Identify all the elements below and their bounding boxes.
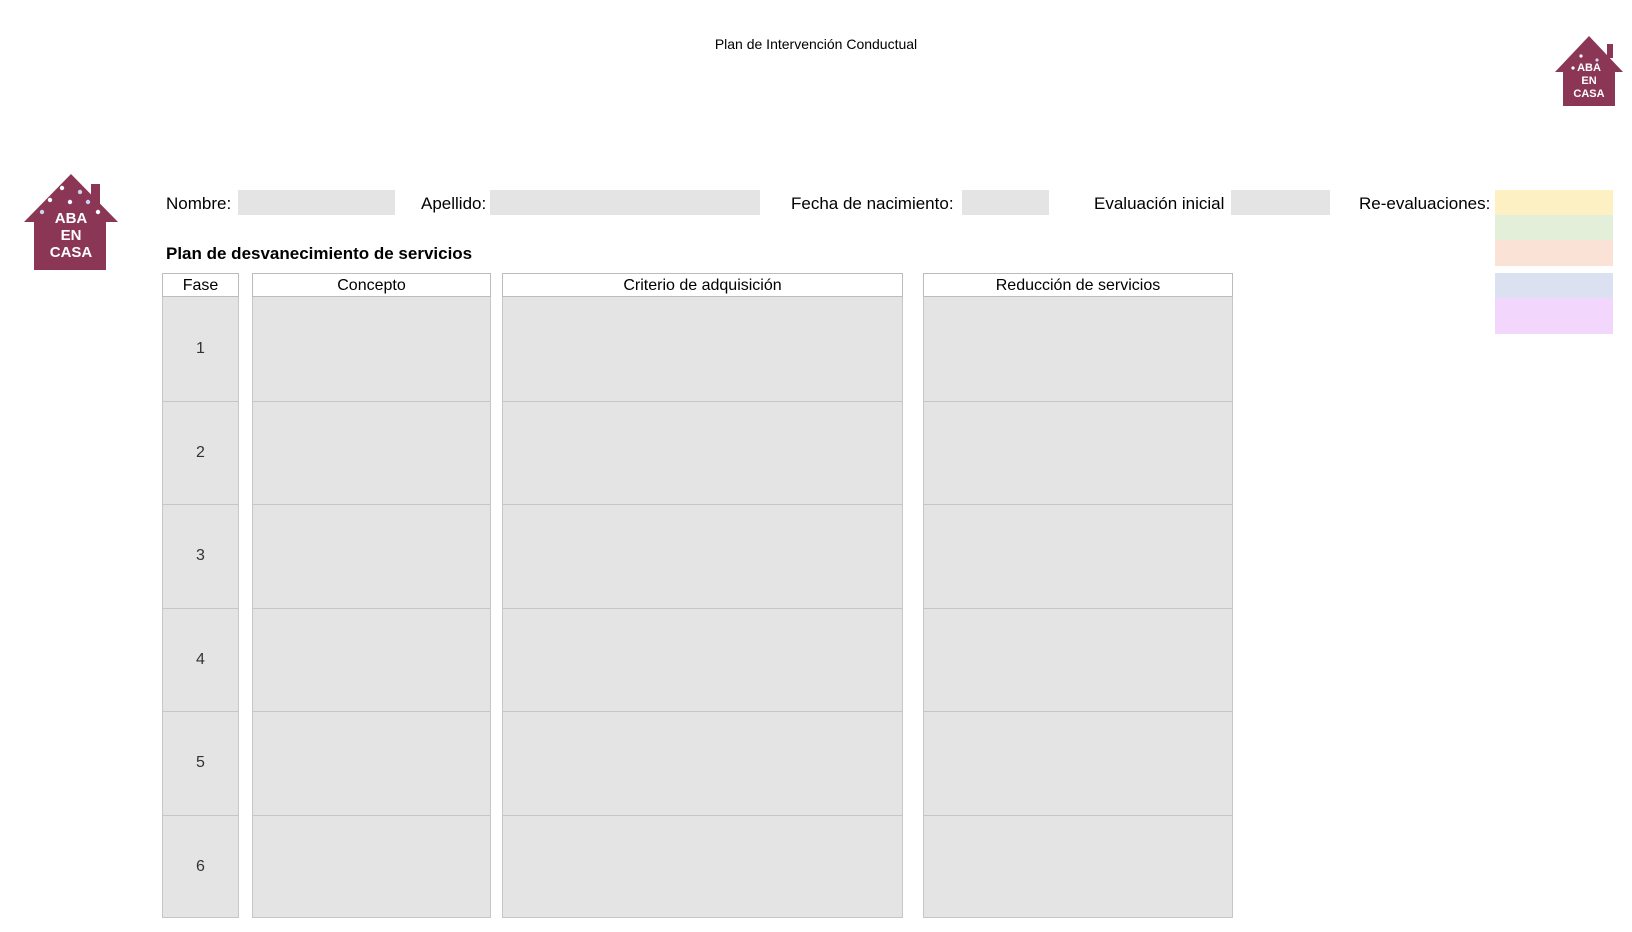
dob-label: Fecha de nacimiento:: [791, 194, 954, 213]
name-label: Nombre:: [166, 194, 232, 213]
phase-cell: 3: [163, 504, 238, 607]
reeval-field-2[interactable]: [1495, 215, 1613, 240]
logo-small-text-3: CASA: [1573, 88, 1605, 100]
phase-cell: 2: [163, 401, 238, 504]
criterio-cell[interactable]: [503, 711, 902, 814]
reduccion-cell[interactable]: [924, 815, 1232, 918]
logo-large-text-3: CASA: [49, 244, 93, 261]
col-concepto: [252, 297, 491, 918]
col-header-fase: Fase: [162, 273, 239, 297]
col-fase: [162, 297, 239, 918]
reeval-field-4[interactable]: [1495, 273, 1613, 298]
reeval-field-5[interactable]: [1495, 298, 1613, 334]
phase-cell: 5: [163, 711, 238, 814]
col-reduccion: [923, 297, 1233, 918]
criterio-cell[interactable]: [503, 401, 902, 504]
logo-small: [1553, 34, 1625, 108]
document-title: Plan de Intervención Conductual: [714, 36, 918, 52]
reevals-label: Re-evaluaciones:: [1359, 194, 1491, 213]
reduccion-cell[interactable]: [924, 401, 1232, 504]
col-header-reduccion: Reducción de servicios: [923, 273, 1233, 297]
initial-eval-field[interactable]: [1231, 190, 1330, 215]
reduccion-cell[interactable]: [924, 608, 1232, 711]
phase-cell: 1: [196, 339, 205, 357]
surname-label: Apellido:: [421, 194, 487, 213]
logo-large: [22, 172, 120, 272]
concepto-cell[interactable]: [253, 711, 490, 814]
concepto-cell[interactable]: [253, 401, 490, 504]
plan-title: Plan de desvanecimiento de servicios: [166, 244, 473, 263]
reduccion-cell[interactable]: [924, 504, 1232, 607]
logo-large-text-1: ABA: [54, 210, 88, 227]
col-header-criterio: Criterio de adquisición: [502, 273, 903, 297]
logo-small-text-1: ABA: [1577, 62, 1601, 74]
criterio-cell[interactable]: [503, 608, 902, 711]
logo-large-text-2: EN: [60, 227, 82, 244]
reeval-field-1[interactable]: [1495, 190, 1613, 215]
criterio-cell[interactable]: [503, 297, 902, 400]
concepto-cell[interactable]: [253, 815, 490, 918]
initial-eval-label: Evaluación inicial: [1094, 194, 1225, 213]
col-header-concepto: Concepto: [252, 273, 491, 297]
reduccion-cell[interactable]: [924, 297, 1232, 400]
col-criterio: [502, 297, 903, 918]
reduccion-cell[interactable]: [924, 711, 1232, 814]
reeval-field-3[interactable]: [1495, 240, 1613, 266]
phase-cell: 4: [163, 608, 238, 711]
concepto-cell[interactable]: [253, 504, 490, 607]
criterio-cell[interactable]: [503, 815, 902, 918]
logo-small-text-2: EN: [1581, 75, 1597, 87]
name-field[interactable]: [238, 190, 395, 215]
concepto-cell[interactable]: [253, 608, 490, 711]
concepto-cell[interactable]: [253, 297, 490, 400]
criterio-cell[interactable]: [503, 504, 902, 607]
surname-field[interactable]: [490, 190, 760, 215]
dob-field[interactable]: [962, 190, 1049, 215]
phase-cell: 6: [163, 815, 238, 918]
